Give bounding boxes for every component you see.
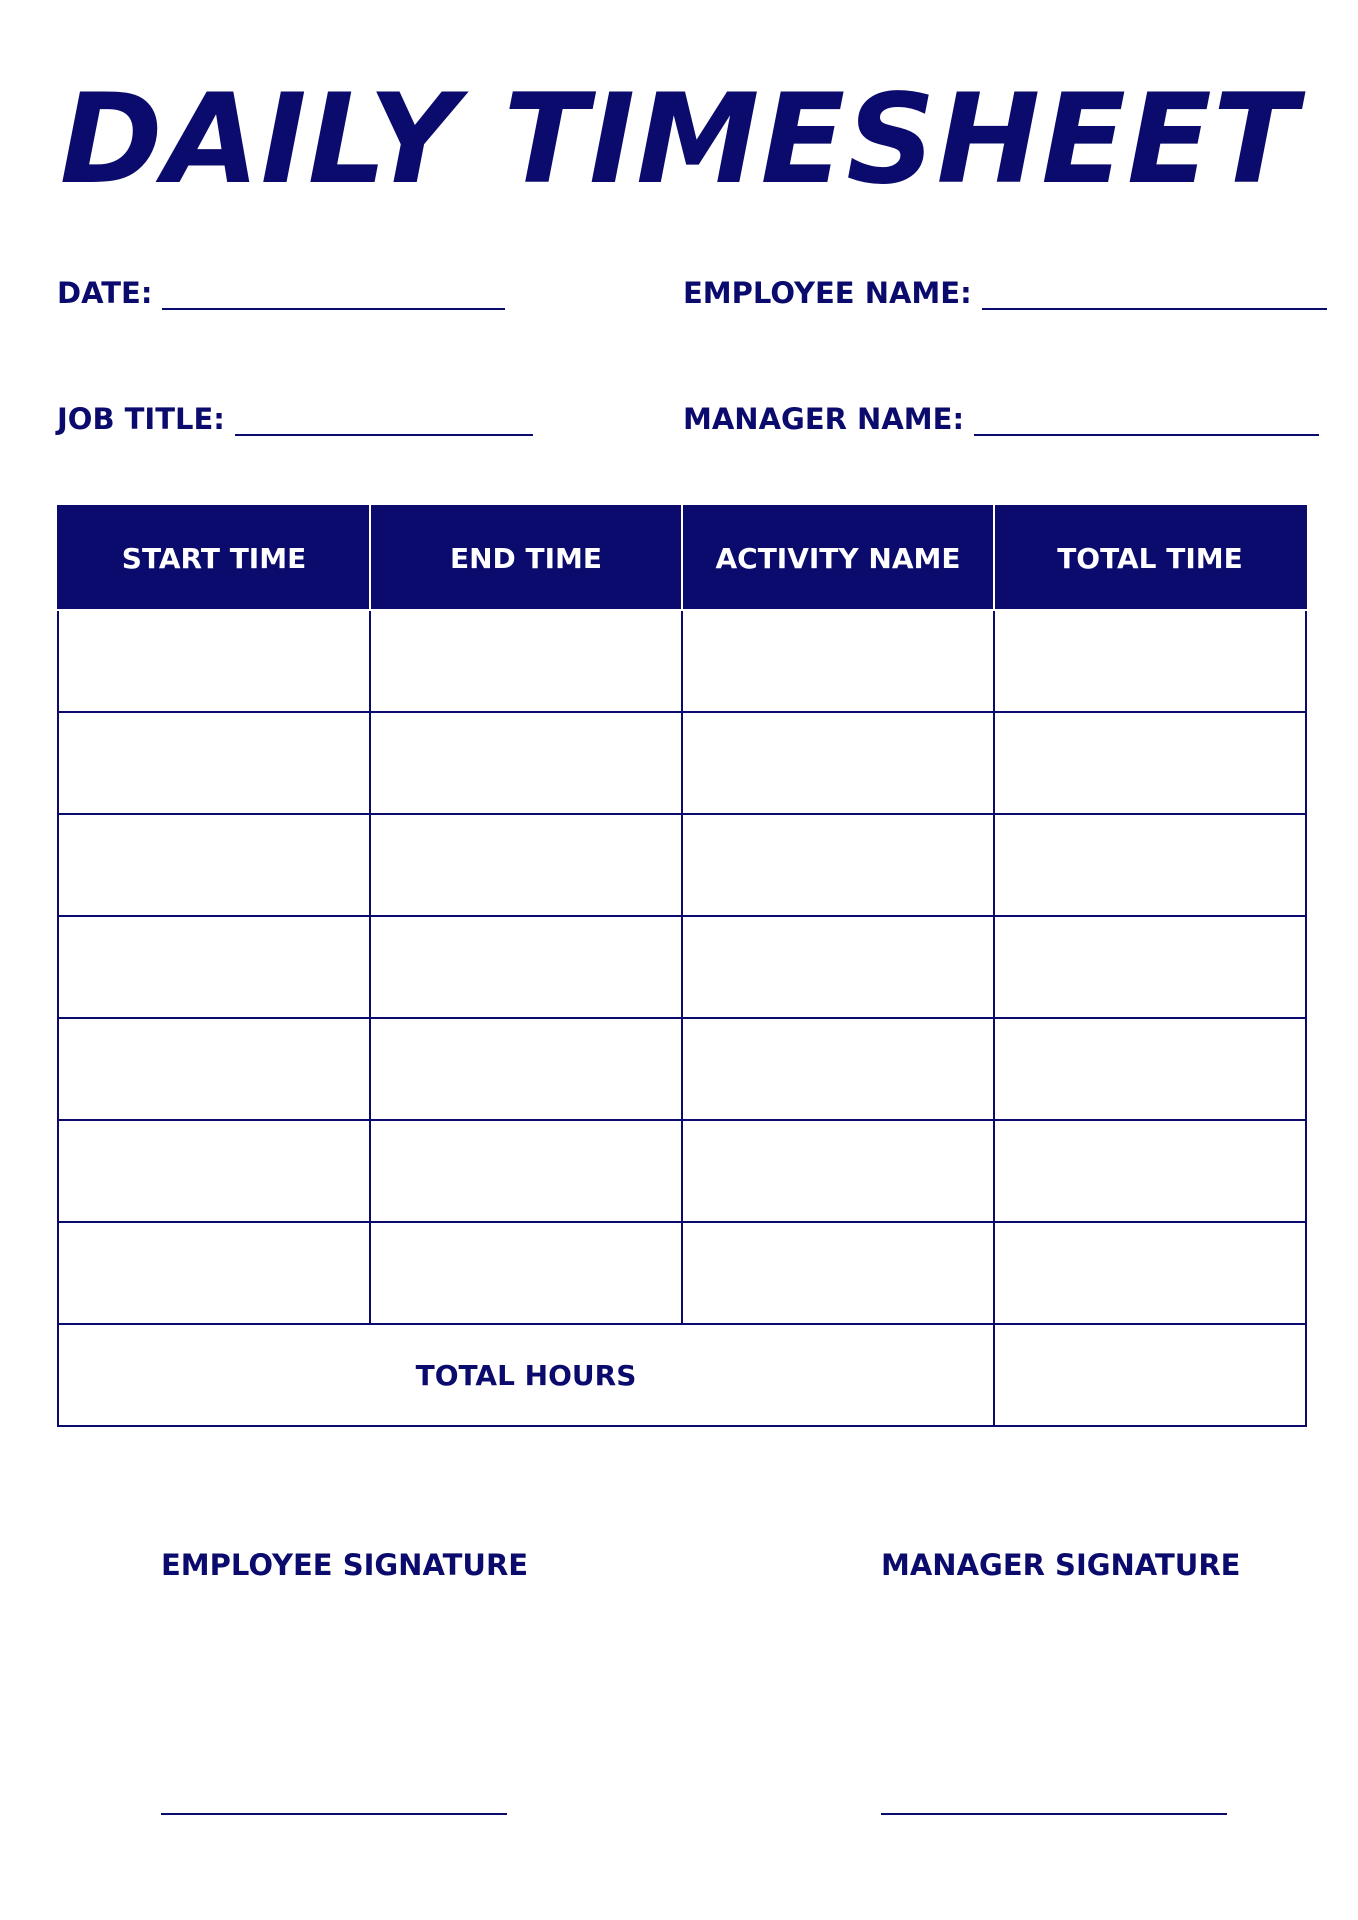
start-time-cell[interactable] (58, 1120, 370, 1222)
job-title-input-line[interactable] (235, 408, 533, 436)
start-time-cell[interactable] (58, 712, 370, 814)
employee-name-field (683, 276, 1327, 310)
start-time-cell[interactable] (58, 610, 370, 712)
start-time-cell[interactable] (58, 1018, 370, 1120)
activity-name-cell[interactable] (682, 610, 994, 712)
end-time-cell[interactable] (370, 712, 682, 814)
timesheet-table (57, 505, 1307, 1427)
job-title-field (57, 402, 533, 436)
activity-name-cell[interactable] (682, 814, 994, 916)
date-label: DATE: (57, 276, 153, 310)
total-time-cell[interactable] (994, 1120, 1306, 1222)
table-row (58, 1120, 1306, 1222)
manager-name-label: MANAGER NAME: (683, 402, 965, 436)
total-time-cell[interactable] (994, 1222, 1306, 1324)
employee-name-input-line[interactable] (982, 282, 1327, 310)
end-time-cell[interactable] (370, 916, 682, 1018)
total-time-cell[interactable] (994, 610, 1306, 712)
manager-name-field (683, 402, 1319, 436)
total-time-cell[interactable] (994, 712, 1306, 814)
job-title-label: JOB TITLE: (57, 402, 225, 436)
page-title: DAILY TIMESHEET (59, 68, 1299, 212)
table-row (58, 1018, 1306, 1120)
activity-name-cell[interactable] (682, 712, 994, 814)
total-hours-label: TOTAL HOURS (58, 1324, 994, 1426)
manager-signature-line[interactable] (881, 1813, 1227, 1815)
start-time-cell[interactable] (58, 916, 370, 1018)
start-time-cell[interactable] (58, 1222, 370, 1324)
employee-signature-line[interactable] (161, 1813, 507, 1815)
activity-name-cell[interactable] (682, 1222, 994, 1324)
table-row (58, 610, 1306, 712)
activity-name-cell[interactable] (682, 1018, 994, 1120)
header-start-time: START TIME (58, 506, 370, 610)
header-end-time: END TIME (370, 506, 682, 610)
employee-name-label: EMPLOYEE NAME: (683, 276, 972, 310)
activity-name-cell[interactable] (682, 916, 994, 1018)
header-total-time: TOTAL TIME (994, 506, 1306, 610)
manager-name-input-line[interactable] (974, 408, 1319, 436)
end-time-cell[interactable] (370, 1018, 682, 1120)
table-row (58, 1222, 1306, 1324)
end-time-cell[interactable] (370, 1222, 682, 1324)
manager-signature-label: MANAGER SIGNATURE (881, 1548, 1241, 1582)
table-row (58, 814, 1306, 916)
date-input-line[interactable] (162, 282, 505, 310)
date-field (57, 276, 505, 310)
total-hours-value-cell[interactable] (994, 1324, 1306, 1426)
table-row (58, 916, 1306, 1018)
total-hours-row (58, 1324, 1306, 1426)
table-row (58, 712, 1306, 814)
header-activity-name: ACTIVITY NAME (682, 506, 994, 610)
end-time-cell[interactable] (370, 814, 682, 916)
table-header-row (58, 506, 1306, 610)
end-time-cell[interactable] (370, 610, 682, 712)
activity-name-cell[interactable] (682, 1120, 994, 1222)
total-time-cell[interactable] (994, 916, 1306, 1018)
end-time-cell[interactable] (370, 1120, 682, 1222)
start-time-cell[interactable] (58, 814, 370, 916)
total-time-cell[interactable] (994, 1018, 1306, 1120)
total-time-cell[interactable] (994, 814, 1306, 916)
employee-signature-label: EMPLOYEE SIGNATURE (161, 1548, 529, 1582)
